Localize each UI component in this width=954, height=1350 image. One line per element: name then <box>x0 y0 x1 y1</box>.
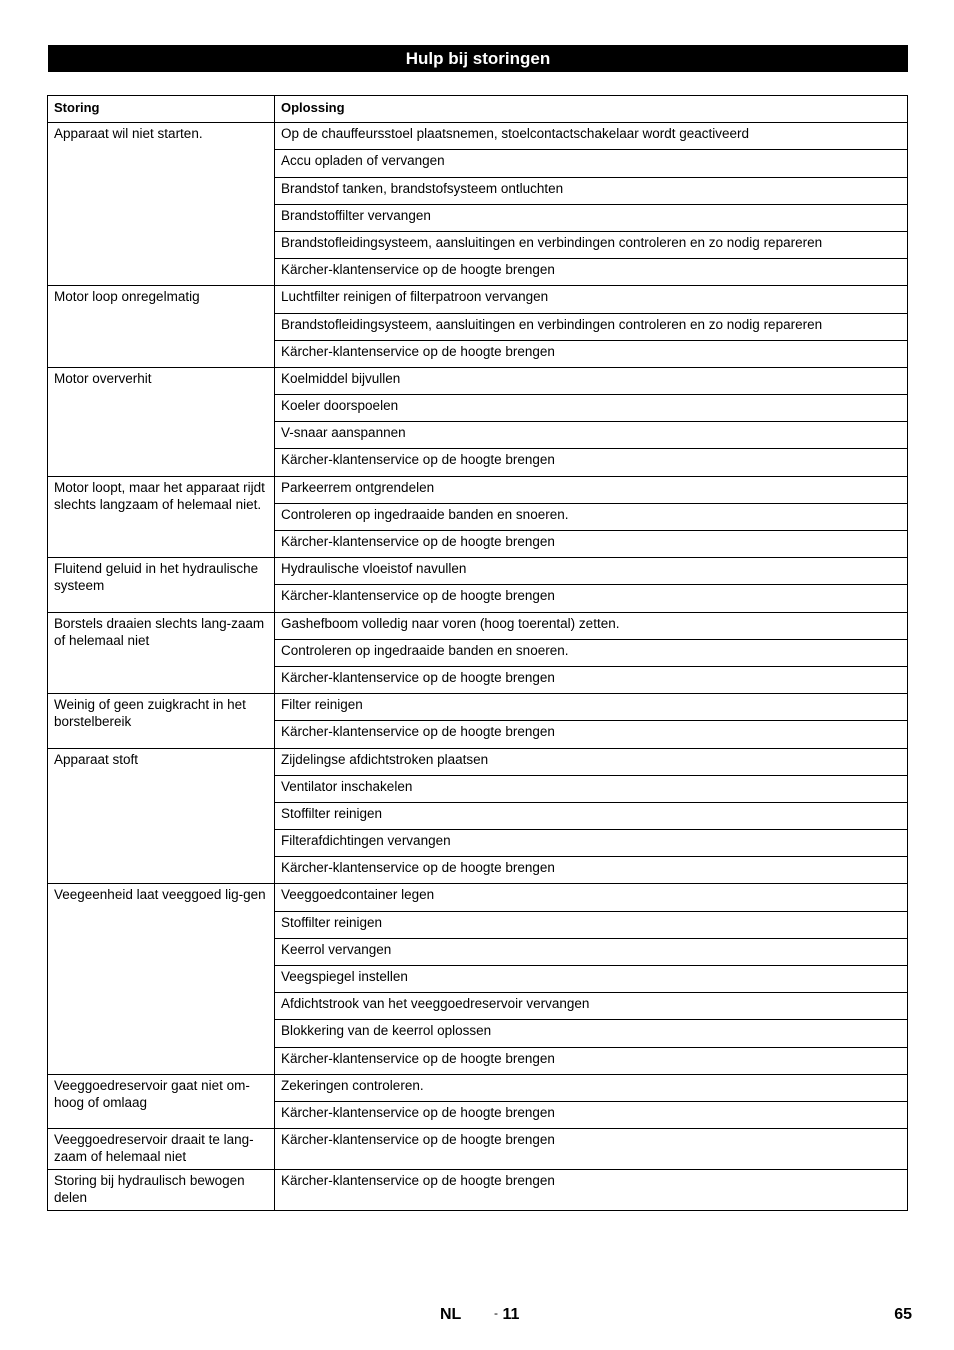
solution-cell: Kärcher-klantenservice op de hoogte brengen <box>275 857 908 884</box>
solution-cell: Stoffilter reinigen <box>275 802 908 829</box>
table-row <box>48 1129 908 1170</box>
fault-cell: Veegeenheid laat veeggoed lig-gen <box>48 884 275 1074</box>
footer-section-number: 11 <box>502 1306 520 1323</box>
solution-cell: Koeler doorspoelen <box>275 395 908 422</box>
fault-cell: Storing bij hydraulisch bewogen delen <box>48 1170 275 1211</box>
fault-cell: Borstels draaien slechts lang-zaam of helemaal niet <box>48 612 275 694</box>
solution-cell: Kärcher-klantenservice op de hoogte brengen <box>275 1047 908 1074</box>
solution-cell: Keerrol vervangen <box>275 938 908 965</box>
fault-cell: Veeggoedreservoir draait te lang-zaam of helemaal niet <box>48 1129 275 1170</box>
troubleshooting-table <box>47 95 908 1211</box>
footer-page-number: 65 <box>894 1306 912 1323</box>
solution-cell: Kärcher-klantenservice op de hoogte brengen <box>275 666 908 693</box>
solution-cell: Veegspiegel instellen <box>275 966 908 993</box>
footer-dash: - <box>494 1306 498 1320</box>
table-row <box>48 612 908 639</box>
footer-language: NL <box>440 1306 462 1323</box>
table-row <box>48 884 908 911</box>
solution-cell: Zekeringen controleren. <box>275 1074 908 1101</box>
table-row <box>48 1170 908 1211</box>
solution-cell: Kärcher-klantenservice op de hoogte brengen <box>275 1129 908 1170</box>
solution-cell: Op de chauffeursstoel plaatsnemen, stoelcontactschakelaar wordt geactiveerd <box>275 123 908 150</box>
fault-cell: Apparaat wil niet starten. <box>48 123 275 286</box>
table-row <box>48 1074 908 1101</box>
footer-section-page <box>494 1306 519 1324</box>
solution-cell: Zijdelingse afdichtstroken plaatsen <box>275 748 908 775</box>
solution-cell: Hydraulische vloeistof navullen <box>275 558 908 585</box>
solution-cell: Controleren op ingedraaide banden en snoeren. <box>275 503 908 530</box>
solution-cell: Filterafdichtingen vervangen <box>275 830 908 857</box>
fault-cell: Fluitend geluid in het hydraulische systeem <box>48 558 275 612</box>
solution-cell: Kärcher-klantenservice op de hoogte brengen <box>275 531 908 558</box>
fault-cell: Motor loop onregelmatig <box>48 286 275 368</box>
solution-cell: Brandstofleidingsysteem, aansluitingen en verbindingen controleren en zo nodig repareren <box>275 313 908 340</box>
column-header-solution: Oplossing <box>275 96 908 123</box>
solution-cell: Filter reinigen <box>275 694 908 721</box>
solution-cell: Luchtfilter reinigen of filterpatroon vervangen <box>275 286 908 313</box>
table-row <box>48 558 908 585</box>
solution-cell: Kärcher-klantenservice op de hoogte brengen <box>275 340 908 367</box>
table-row <box>48 694 908 721</box>
solution-cell: Koelmiddel bijvullen <box>275 367 908 394</box>
solution-cell: Kärcher-klantenservice op de hoogte brengen <box>275 449 908 476</box>
solution-cell: Afdichtstrook van het veeggoedreservoir vervangen <box>275 993 908 1020</box>
table-row <box>48 286 908 313</box>
solution-cell: V-snaar aanspannen <box>275 422 908 449</box>
table-header-row <box>48 96 908 123</box>
table-row <box>48 476 908 503</box>
solution-cell: Kärcher-klantenservice op de hoogte brengen <box>275 585 908 612</box>
fault-cell: Apparaat stoft <box>48 748 275 884</box>
table-row <box>48 123 908 150</box>
solution-cell: Blokkering van de keerrol oplossen <box>275 1020 908 1047</box>
fault-cell: Weinig of geen zuigkracht in het borstelbereik <box>48 694 275 748</box>
solution-cell: Kärcher-klantenservice op de hoogte brengen <box>275 1170 908 1211</box>
solution-cell: Stoffilter reinigen <box>275 911 908 938</box>
column-header-fault: Storing <box>48 96 275 123</box>
fault-cell: Motor oververhit <box>48 367 275 476</box>
solution-cell: Brandstofleidingsysteem, aansluitingen en verbindingen controleren en zo nodig repareren <box>275 231 908 258</box>
solution-cell: Gashefboom volledig naar voren (hoog toerental) zetten. <box>275 612 908 639</box>
fault-cell: Motor loopt, maar het apparaat rijdt slechts langzaam of helemaal niet. <box>48 476 275 558</box>
solution-cell: Kärcher-klantenservice op de hoogte brengen <box>275 721 908 748</box>
solution-cell: Veeggoedcontainer legen <box>275 884 908 911</box>
section-title: Hulp bij storingen <box>48 45 908 72</box>
solution-cell: Parkeerrem ontgrendelen <box>275 476 908 503</box>
solution-cell: Brandstoffilter vervangen <box>275 204 908 231</box>
solution-cell: Accu opladen of vervangen <box>275 150 908 177</box>
solution-cell: Controleren op ingedraaide banden en snoeren. <box>275 639 908 666</box>
solution-cell: Kärcher-klantenservice op de hoogte brengen <box>275 259 908 286</box>
solution-cell: Kärcher-klantenservice op de hoogte brengen <box>275 1101 908 1128</box>
fault-cell: Veeggoedreservoir gaat niet om-hoog of omlaag <box>48 1074 275 1128</box>
table-row <box>48 748 908 775</box>
solution-cell: Ventilator inschakelen <box>275 775 908 802</box>
solution-cell: Brandstof tanken, brandstofsysteem ontluchten <box>275 177 908 204</box>
table-body <box>48 123 908 1211</box>
table-row <box>48 367 908 394</box>
